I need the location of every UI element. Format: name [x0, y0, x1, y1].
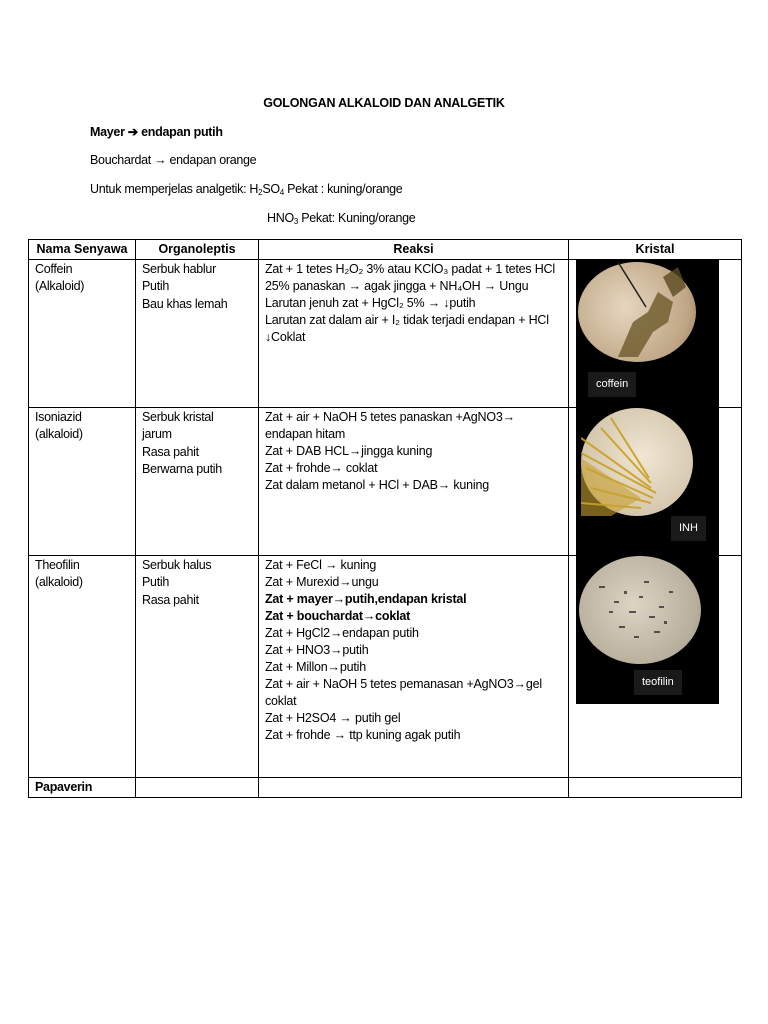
reaksi-line: ↓Coklat — [265, 330, 306, 345]
organoleptis-line: Bau khas lemah — [142, 296, 228, 311]
cell-reaksi — [259, 408, 569, 556]
reaksi-line: Zat + bouchardat→coklat — [265, 609, 411, 624]
table-row — [29, 260, 742, 408]
organoleptis-line: Putih — [142, 279, 169, 294]
name-line: Coffein — [35, 262, 73, 277]
cell-reaksi — [259, 260, 569, 408]
name-line: Isoniazid — [35, 410, 82, 425]
cell-kristal — [569, 778, 742, 798]
reaksi-line: Zat + air + NaOH 5 tetes pemanasan +AgNO3→gel — [265, 677, 542, 692]
analgetik-line: Untuk memperjelas analgetik: H2SO4 Pekat : kuning/orange — [90, 182, 403, 197]
crystal-shapes — [579, 556, 701, 664]
name-line: (Alkaloid) — [35, 279, 85, 294]
coffein-micrograph — [576, 260, 719, 408]
microscope-disc — [579, 556, 701, 664]
name-line: (alkaloid) — [35, 427, 83, 442]
cell-kristal — [569, 260, 742, 408]
header-organoleptis: Organoleptis — [136, 240, 259, 260]
reaksi-line: Zat dalam metanol + HCl + DAB→ kuning — [265, 478, 489, 493]
name-line: Theofilin — [35, 558, 80, 573]
reaksi-line: Zat + Millon→putih — [265, 660, 366, 675]
alkaloid-table — [28, 239, 742, 798]
organoleptis-line: Serbuk kristal — [142, 410, 214, 425]
cell-nama — [29, 408, 136, 556]
page-title: GOLONGAN ALKALOID DAN ANALGETIK — [263, 96, 505, 110]
cell-organoleptis — [136, 408, 259, 556]
photo-label: INH — [671, 516, 706, 541]
cell-organoleptis — [136, 260, 259, 408]
crystal-shapes — [581, 408, 693, 516]
teofilin-micrograph — [576, 556, 719, 704]
cell-nama — [29, 260, 136, 408]
microscope-disc — [581, 408, 693, 516]
hno3-text-b: Pekat: Kuning/orange — [298, 211, 416, 225]
table-row — [29, 408, 742, 556]
analgetik-text-b: SO — [262, 182, 280, 196]
header-reaksi: Reaksi — [259, 240, 569, 260]
reaksi-line: 25% panaskan → agak jingga + NH₄OH → Ungu — [265, 279, 529, 294]
organoleptis-line: Rasa pahit — [142, 592, 199, 607]
reaksi-line: Larutan zat dalam air + I₂ tidak terjadi endapan + HCl — [265, 313, 549, 328]
organoleptis-line: jarum — [142, 427, 172, 442]
reaksi-line: Zat + mayer→putih,endapan kristal — [265, 592, 467, 607]
reaksi-line: Zat + FeCl → kuning — [265, 558, 377, 573]
photo-label: teofilin — [634, 670, 682, 695]
header-kristal: Kristal — [569, 240, 742, 260]
cell-organoleptis — [136, 556, 259, 778]
reaksi-line: Zat + frohde→ coklat — [265, 461, 378, 476]
cell-reaksi — [259, 778, 569, 798]
cell-kristal — [569, 556, 742, 778]
organoleptis-line: Rasa pahit — [142, 444, 199, 459]
hno3-text-a: HNO — [267, 211, 294, 225]
analgetik-text-a: Untuk memperjelas analgetik: H — [90, 182, 259, 196]
reaksi-line: Zat + frohde → ttp kuning agak putih — [265, 728, 461, 743]
reaksi-line: Zat + H2SO4 → putih gel — [265, 711, 401, 726]
table-row — [29, 778, 742, 798]
cell-reaksi — [259, 556, 569, 778]
cell-nama: Papaverin — [29, 778, 136, 798]
header-nama-senyawa: Nama Senyawa — [29, 240, 136, 260]
organoleptis-line: Putih — [142, 575, 169, 590]
mayer-line: Mayer ➔ endapan putih — [90, 125, 223, 139]
cell-kristal — [569, 408, 742, 556]
microscope-disc — [578, 262, 696, 362]
table-header-row — [29, 240, 742, 260]
cell-organoleptis — [136, 778, 259, 798]
bouchardat-line: Bouchardat → endapan orange — [90, 153, 257, 167]
reaksi-line: Zat + air + NaOH 5 tetes panaskan +AgNO3→ — [265, 410, 515, 425]
crystal-shapes — [578, 262, 696, 362]
photo-label: coffein — [588, 372, 636, 397]
organoleptis-line: Serbuk hablur — [142, 262, 216, 277]
reaksi-line: Zat + DAB HCL→jingga kuning — [265, 444, 433, 459]
organoleptis-line: Serbuk halus — [142, 558, 212, 573]
table-row — [29, 556, 742, 778]
reaksi-line: coklat — [265, 694, 297, 709]
reaksi-line: Zat + HNO3→putih — [265, 643, 369, 658]
name-line: (alkaloid) — [35, 575, 83, 590]
hno3-line: HNO3 Pekat: Kuning/orange — [267, 211, 416, 226]
organoleptis-line: Berwarna putih — [142, 461, 222, 476]
reaksi-line: Larutan jenuh zat + HgCl₂ 5% → ↓putih — [265, 296, 476, 311]
inh-micrograph — [576, 408, 719, 556]
reaksi-line: Zat + Murexid→ungu — [265, 575, 379, 590]
cell-nama — [29, 556, 136, 778]
analgetik-text-c: Pekat : kuning/orange — [283, 182, 403, 196]
reaksi-line: Zat + 1 tetes H₂O₂ 3% atau KClO₃ padat + 1 tetes HCl — [265, 262, 555, 277]
reaksi-line: Zat + HgCl2→endapan putih — [265, 626, 419, 641]
reaksi-line: endapan hitam — [265, 427, 346, 442]
